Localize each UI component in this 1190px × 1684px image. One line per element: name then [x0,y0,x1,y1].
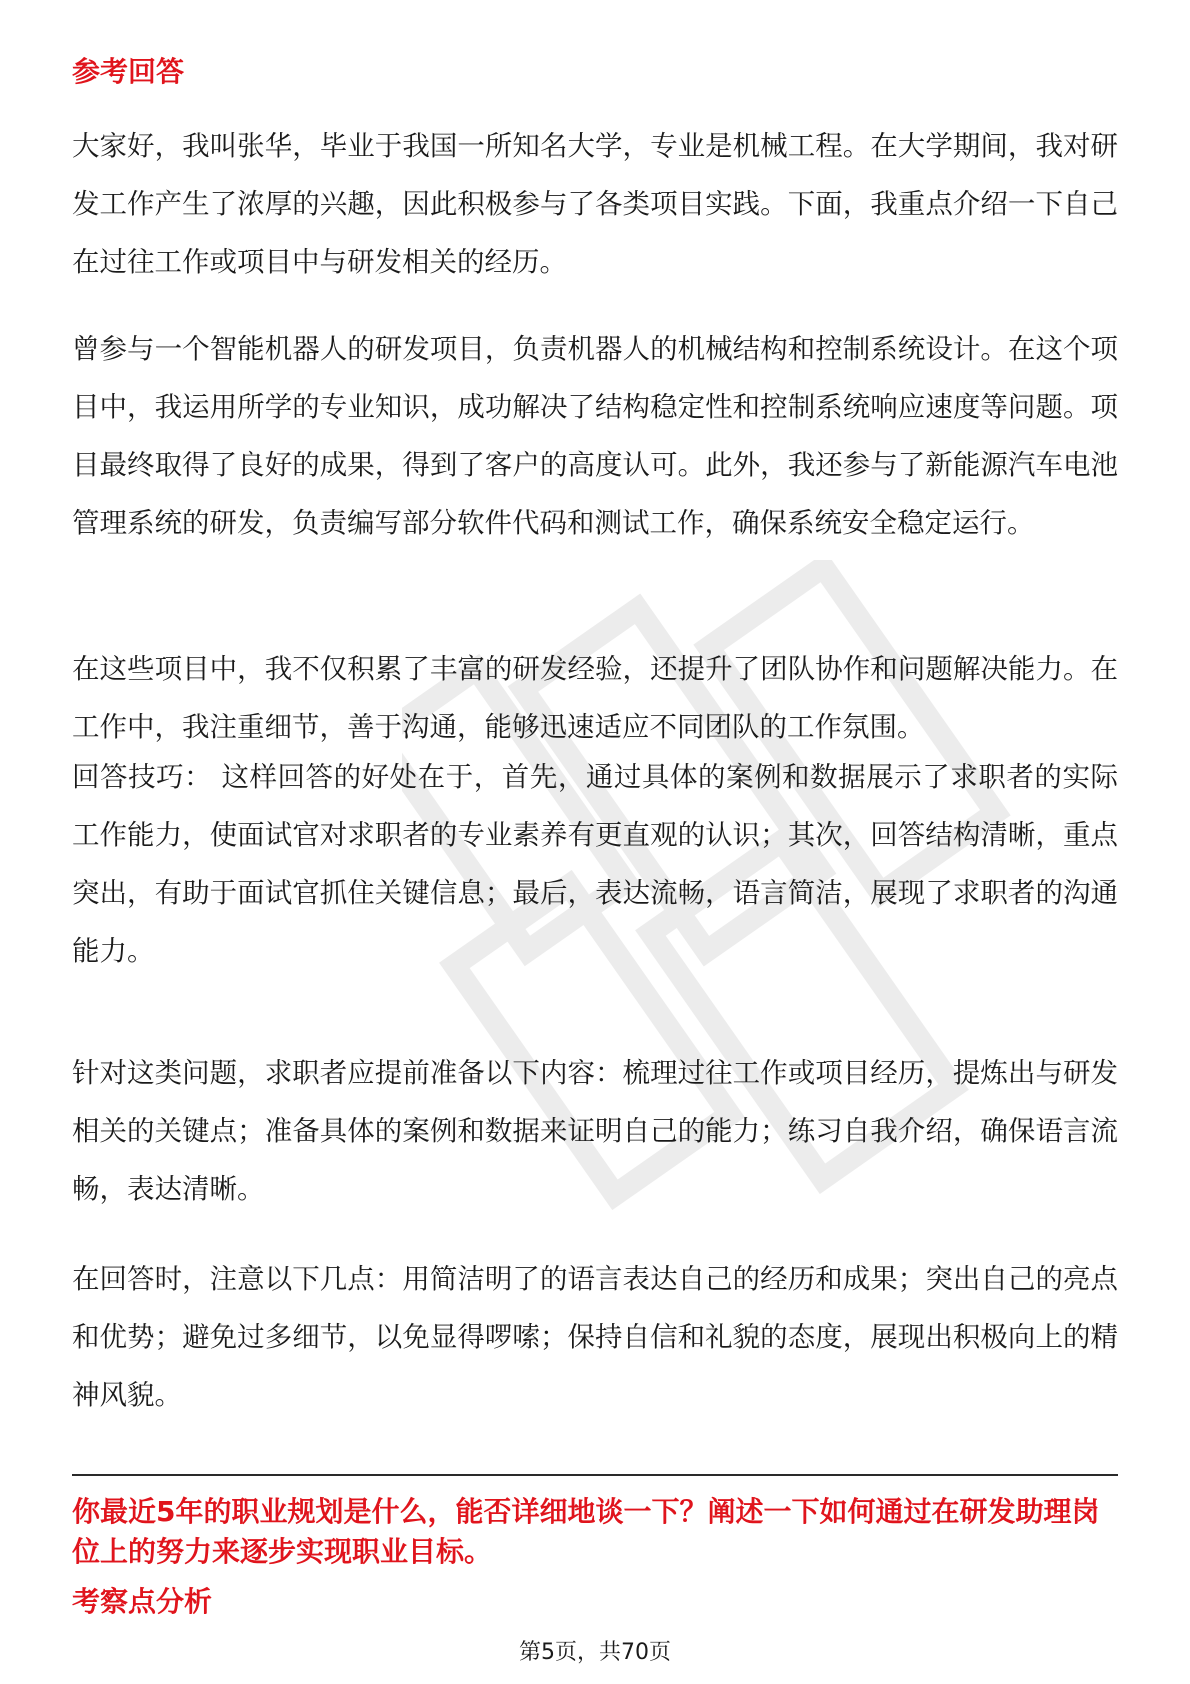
page-number: 第5页，共70页 [519,1640,671,1665]
reference-answer-title: 参考回答 [72,55,185,88]
answer-paragraph-skills: 在这些项目中，我不仅积累了丰富的研发经验，还提升了团队协作和问题解决能力。在工作中，我注重细节，善于沟通，能够迅速适应不同团队的工作氛围。 [72,653,1118,743]
answer-paragraph-preparation: 针对这类问题，求职者应提前准备以下内容：梳理过往工作或项目经历，提炼出与研发相关的关键点；准备具体的案例和数据来证明自己的能力；练习自我介绍，确保语言流畅，表达清晰。 [72,1057,1118,1205]
analysis-title: 考察点分析 [72,1585,213,1618]
section-divider [72,1474,1118,1476]
answer-paragraph-tips: 回答技巧： 这样回答的好处在于，首先，通过具体的案例和数据展示了求职者的实际工作能力，使面试官对求职者的专业素养有更直观的认识；其次，回答结构清晰，重点突出，有助于面试官抓住关键信息；最后，表达流畅，语言简洁，展现了求职者的沟通能力。 [72,761,1118,967]
document-page [72,0,1118,1684]
answer-paragraph-intro: 大家好，我叫张华，毕业于我国一所知名大学，专业是机械工程。在大学期间，我对研发工作产生了浓厚的兴趣，因此积极参与了各类项目实践。下面，我重点介绍一下自己在过往工作或项目中与研发相关的经历。 [72,130,1118,278]
answer-paragraph-notes: 在回答时，注意以下几点：用简洁明了的语言表达自己的经历和成果；突出自己的亮点和优势；避免过多细节，以免显得啰嗦；保持自信和礼貌的态度，展现出积极向上的精神风貌。 [72,1263,1118,1411]
next-question-heading: 你最近5年的职业规划是什么，能否详细地谈一下？阐述一下如何通过在研发助理岗位上的努力来逐步实现职业目标。 [72,1495,1100,1568]
answer-paragraph-projects: 曾参与一个智能机器人的研发项目，负责机器人的机械结构和控制系统设计。在这个项目中，我运用所学的专业知识，成功解决了结构稳定性和控制系统响应速度等问题。项目最终取得了良好的成果，得到了客户的高度认可。此外，我还参与了新能源汽车电池管理系统的研发，负责编写部分软件代码和测试工作，确保系统安全稳定运行。 [72,333,1118,539]
